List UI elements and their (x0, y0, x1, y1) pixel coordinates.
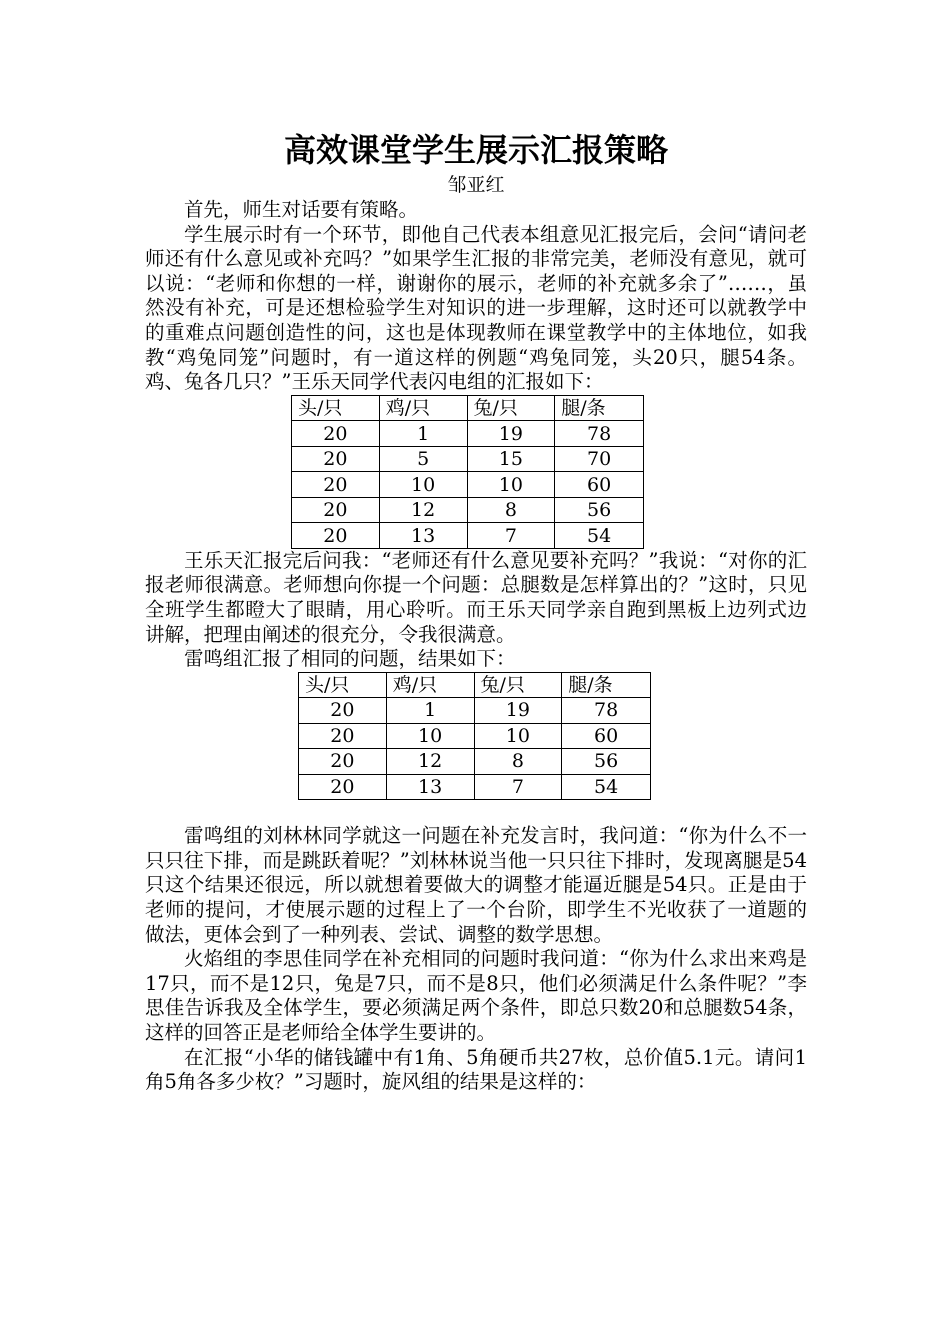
table-row (292, 472, 644, 498)
table-cell: 56 (555, 497, 644, 523)
table-cell: 12 (386, 749, 474, 775)
document-page (145, 128, 807, 1095)
table-cell: 60 (555, 472, 644, 498)
table-header-cell: 鸡/只 (386, 672, 474, 698)
paragraph-7: 在汇报“小华的储钱罐中有1角、5角硬币共27枚，总价值5.1元。请问1角5角各多少枚？”习题时，旋风组的结果是这样的： (145, 1045, 807, 1094)
table-cell: 1 (386, 698, 474, 724)
table-cell: 20 (292, 523, 380, 549)
table-cell: 10 (467, 472, 555, 498)
table-row (292, 523, 644, 549)
table-cell: 54 (555, 523, 644, 549)
table-cell: 20 (292, 421, 380, 447)
table-cell: 20 (299, 723, 387, 749)
table-row (299, 749, 651, 775)
table-header-cell: 头/只 (292, 395, 380, 421)
table-cell: 19 (467, 421, 555, 447)
document-title: 高效课堂学生展示汇报策略 (283, 131, 668, 169)
table-cell: 7 (467, 523, 555, 549)
table-header-row (292, 395, 644, 421)
table-row (292, 497, 644, 523)
table-cell: 13 (379, 523, 467, 549)
table-header-cell: 鸡/只 (379, 395, 467, 421)
table-header-cell: 头/只 (299, 672, 387, 698)
paragraph-1: 首先，师生对话要有策略。 (184, 198, 419, 221)
table-cell: 20 (299, 749, 387, 775)
table-cell: 78 (555, 421, 644, 447)
table-row (292, 446, 644, 472)
table-cell: 12 (379, 497, 467, 523)
table-row (299, 774, 651, 800)
table-cell: 56 (562, 749, 651, 775)
table-chicken-rabbit-2 (298, 672, 651, 801)
table-cell: 8 (474, 749, 562, 775)
table-cell: 7 (474, 774, 562, 800)
paragraph-5: 雷鸣组的刘林林同学就这一问题在补充发言时，我问道：“你为什么不一只只往下排，而是跳跃着呢？”刘林林说当他一只只往下排时，发现离腿是54只这个结果还很远，所以就想着要做大的调整才能逼近腿是54只。正是由于老师的提问，才使展示题的过程上了一个台阶，即学生不光收获了一道题的做法，更体会到了一种列表、尝试、调整的数学思想。 (145, 824, 807, 946)
table-cell: 15 (467, 446, 555, 472)
table-cell: 13 (386, 774, 474, 800)
table-cell: 20 (292, 497, 380, 523)
table-row (299, 723, 651, 749)
table-cell: 10 (386, 723, 474, 749)
table-cell: 60 (562, 723, 651, 749)
table-header-row (299, 672, 651, 698)
paragraph-2: 学生展示时有一个环节，即他自己代表本组意见汇报完后，会问“请问老师还有什么意见或补充吗？”如果学生汇报的非常完美，老师没有意见，就可以说：“老师和你想的一样，谢谢你的展示，老师的补充就多余了”……，虽然没有补充，可是还想检验学生对知识的进一步理解，这时还可以就教学中的重难点问题创造性的问，这也是体现教师在课堂教学中的主体地位，如我教“鸡兔同笼”问题时，有一道这样的例题“鸡兔同笼，头20只，腿54条。鸡、兔各几只？”王乐天同学代表闪电组的汇报如下： (145, 222, 807, 394)
table-header-cell: 腿/条 (562, 672, 651, 698)
table-header-cell: 兔/只 (467, 395, 555, 421)
blank-line (145, 800, 807, 824)
table-cell: 5 (379, 446, 467, 472)
table-cell: 20 (299, 698, 387, 724)
table-cell: 20 (292, 446, 380, 472)
table-chicken-rabbit-1 (291, 395, 644, 549)
table-cell: 8 (467, 497, 555, 523)
table-row (292, 421, 644, 447)
table-cell: 70 (555, 446, 644, 472)
paragraph-3: 王乐天汇报完后问我：“老师还有什么意见要补充吗？”我说：“对你的汇报老师很满意。老师想向你提一个问题：总腿数是怎样算出的？”这时，只见全班学生都瞪大了眼睛，用心聆听。而王乐天同学亲自跑到黑板上边列式边讲解，把理由阐述的很充分，令我很满意。 (145, 548, 807, 646)
table-row (299, 698, 651, 724)
table-cell: 54 (562, 774, 651, 800)
table-cell: 20 (299, 774, 387, 800)
table-header-cell: 兔/只 (474, 672, 562, 698)
author-name: 邹亚红 (447, 174, 505, 196)
table-cell: 78 (562, 698, 651, 724)
table-header-cell: 腿/条 (555, 395, 644, 421)
table-cell: 20 (292, 472, 380, 498)
paragraph-4: 雷鸣组汇报了相同的问题，结果如下： (184, 647, 516, 671)
paragraph-6: 火焰组的李思佳同学在补充相同的问题时我问道：“你为什么求出来鸡是17只，而不是12只，兔是7只，而不是8只，他们必须满足什么条件呢？”李思佳告诉我及全体学生，要必须满足两个条件，即总只数20和总腿数54条，这样的回答正是老师给全体学生要讲的。 (145, 947, 807, 1044)
table-cell: 10 (474, 723, 562, 749)
table-cell: 19 (474, 698, 562, 724)
table-cell: 10 (379, 472, 467, 498)
table-cell: 1 (379, 421, 467, 447)
